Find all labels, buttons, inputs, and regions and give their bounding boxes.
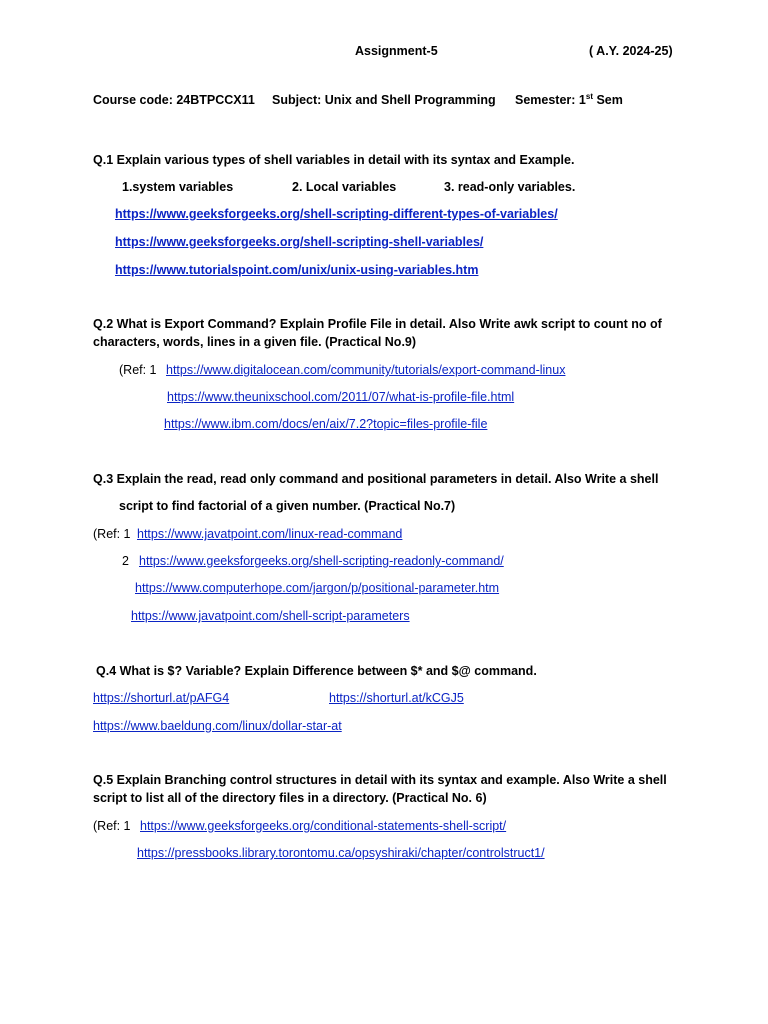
q1-link-1[interactable]: https://www.geeksforgeeks.org/shell-scripting-different-types-of-variables/: [115, 207, 558, 221]
semester-prefix: Semester: 1: [515, 93, 586, 107]
q2-question-line2: characters, words, lines in a given file. (Practical No.9): [93, 335, 417, 349]
semester: [515, 92, 623, 108]
q5-link-1[interactable]: https://www.geeksforgeeks.org/conditional-statements-shell-script/: [140, 819, 507, 833]
q3-ref-label: (Ref: 1: [93, 527, 131, 541]
q1-type-system: 1.system variables: [122, 180, 234, 194]
q4-question: Q.4 What is $? Variable? Explain Difference between $* and $@ command.: [96, 664, 537, 678]
q4-link-3[interactable]: https://www.baeldung.com/linux/dollar-star-at: [93, 719, 342, 733]
q2-link-3[interactable]: https://www.ibm.com/docs/en/aix/7.2?topic=files-profile-file: [164, 417, 488, 431]
q1-question: Q.1 Explain various types of shell variables in detail with its syntax and Example.: [93, 153, 575, 167]
course-code: Course code: 24BTPCCX11: [93, 93, 255, 107]
q3-question-line1: Q.3 Explain the read, read only command and positional parameters in detail. Also Write a shell: [93, 472, 659, 486]
q3-link-3[interactable]: https://www.computerhope.com/jargon/p/positional-parameter.htm: [135, 581, 500, 595]
semester-sup: st: [585, 92, 593, 101]
q3-link-2[interactable]: https://www.geeksforgeeks.org/shell-scripting-readonly-command/: [139, 554, 504, 568]
q3-link-4[interactable]: https://www.javatpoint.com/shell-script-parameters: [131, 609, 410, 623]
q4-link-2[interactable]: https://shorturl.at/kCGJ5: [329, 691, 464, 705]
q1-type-readonly: 3. read-only variables.: [444, 180, 576, 194]
academic-year: ( A.Y. 2024-25): [589, 44, 673, 58]
q5-link-2[interactable]: https://pressbooks.library.torontomu.ca/opsyshiraki/chapter/controlstruct1/: [137, 846, 545, 860]
q2-question-line1: Q.2 What is Export Command? Explain Profile File in detail. Also Write awk script to count no of: [93, 317, 662, 331]
q1-type-local: 2. Local variables: [292, 180, 397, 194]
q3-link-1[interactable]: https://www.javatpoint.com/linux-read-command: [137, 527, 403, 541]
q3-ref-number-2: 2: [122, 554, 129, 568]
q2-link-2[interactable]: https://www.theunixschool.com/2011/07/what-is-profile-file.html: [167, 390, 515, 404]
q2-ref-label: (Ref: 1: [119, 363, 157, 377]
q2-link-1[interactable]: https://www.digitalocean.com/community/tutorials/export-command-linux: [166, 363, 566, 377]
q5-question-line1: Q.5 Explain Branching control structures in detail with its syntax and example. Also Write a shell: [93, 773, 667, 787]
assignment-title: Assignment-5: [355, 44, 438, 58]
q1-link-2[interactable]: https://www.geeksforgeeks.org/shell-scripting-shell-variables/: [115, 235, 484, 249]
q4-link-1[interactable]: https://shorturl.at/pAFG4: [93, 691, 230, 705]
semester-suffix: Sem: [593, 93, 623, 107]
subject: Subject: Unix and Shell Programming: [272, 93, 496, 107]
q5-question-line2: script to list all of the directory files in a directory. (Practical No. 6): [93, 791, 487, 805]
q3-question-line2: script to find factorial of a given number. (Practical No.7): [119, 499, 456, 513]
q5-ref-label: (Ref: 1: [93, 819, 131, 833]
q1-link-3[interactable]: https://www.tutorialspoint.com/unix/unix-using-variables.htm: [115, 263, 479, 277]
